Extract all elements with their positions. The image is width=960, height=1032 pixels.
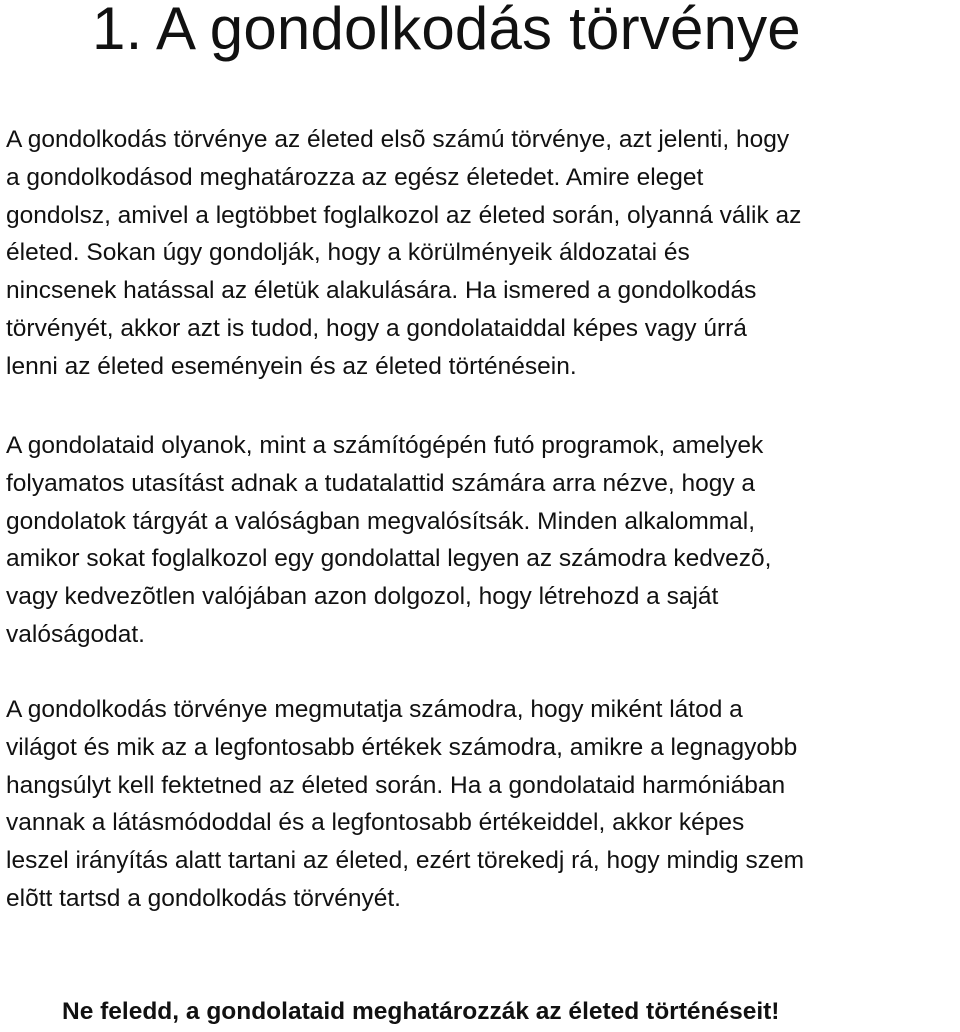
paragraph-3 <box>6 691 960 918</box>
paragraph-1 <box>6 121 960 386</box>
paragraph-line: gondolatok tárgyát a valóságban megvalósítsák. Minden alkalommal, <box>6 507 756 535</box>
paragraph-line: amikor sokat foglalkozol egy gondolattal legyen az számodra kedvezõ, <box>6 545 772 573</box>
paragraph-2 <box>6 427 960 654</box>
paragraph-line: vannak a látásmódoddal és a legfontosabb értékeiddel, akkor képes <box>6 809 745 837</box>
paragraph-line: A gondolkodás törvénye az életed elsõ számú törvénye, azt jelenti, hogy <box>6 126 790 153</box>
paragraph-line: A gondolkodás törvénye megmutatja számodra, hogy miként látod a <box>6 696 743 723</box>
paragraph-line: világot és mik az a legfontosabb értékek számodra, amikre a legnagyobb <box>6 733 798 761</box>
paragraph-line: hangsúlyt kell fektetned az életed során. Ha a gondolataid harmóniában <box>6 771 786 799</box>
paragraph-line: elõtt tartsd a gondolkodás törvényét. <box>6 884 401 912</box>
paragraph-line: vagy kedvezõtlen valójában azon dolgozol, hogy létrehozd a saját <box>6 583 719 611</box>
page-title: 1. A gondolkodás törvénye <box>92 0 801 62</box>
paragraph-line: nincsenek hatással az életük alakulására. Ha ismered a gondolkodás <box>6 277 757 305</box>
closing-statement: Ne feledd, a gondolataid meghatározzák az életed történéseit! <box>62 998 780 1025</box>
paragraph-line: folyamatos utasítást adnak a tudatalattid számára arra nézve, hogy a <box>6 469 756 497</box>
paragraph-line: gondolsz, amivel a legtöbbet foglalkozol az életed során, olyanná válik az <box>6 201 802 229</box>
paragraph-line: életed. Sokan úgy gondolják, hogy a körülményeik áldozatai és <box>6 239 690 267</box>
paragraph-line: valóságodat. <box>6 620 145 648</box>
paragraph-line: leszel irányítás alatt tartani az életed, ezért törekedj rá, hogy mindig szem <box>6 847 804 875</box>
paragraph-line: törvényét, akkor azt is tudod, hogy a gondolataiddal képes vagy úrrá <box>6 314 747 342</box>
paragraph-line: lenni az életed eseményein és az életed történésein. <box>6 352 577 380</box>
paragraph-line: A gondolataid olyanok, mint a számítógépén futó programok, amelyek <box>6 432 764 459</box>
paragraph-line: a gondolkodásod meghatározza az egész életedet. Amire eleget <box>6 163 704 191</box>
